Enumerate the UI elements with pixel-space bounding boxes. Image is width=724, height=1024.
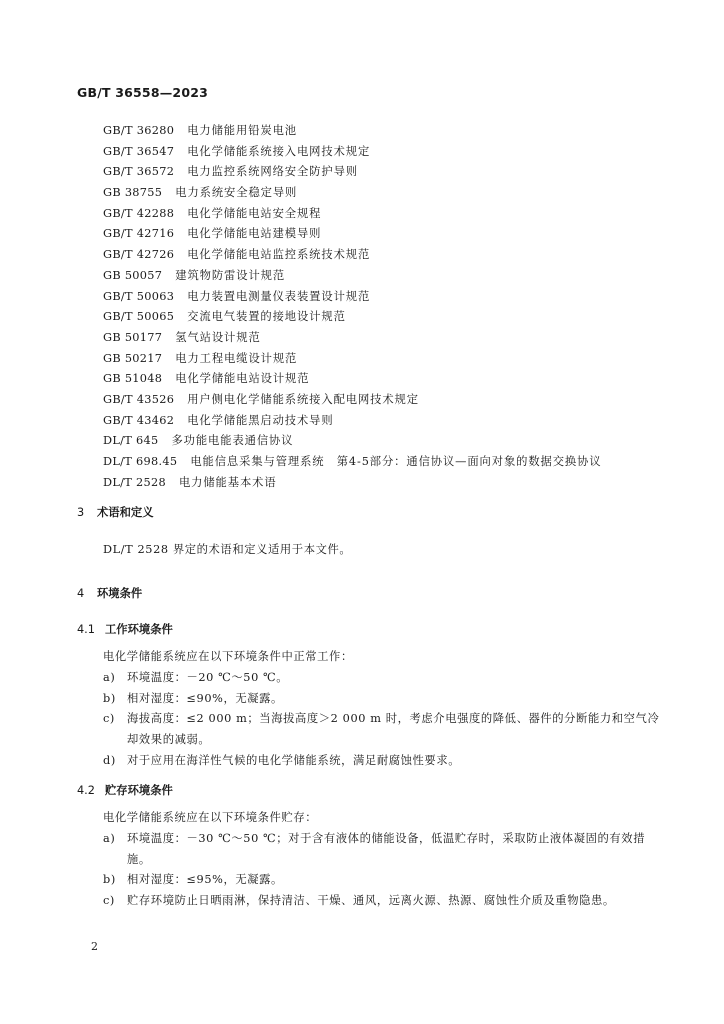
reference-code: GB 50177 xyxy=(103,330,163,344)
section-number: 3 xyxy=(77,506,85,519)
reference-name: 电化学储能系统接入电网技术规定 xyxy=(187,144,371,158)
section-4-heading xyxy=(77,585,142,601)
section-4-1-list xyxy=(103,668,663,772)
reference-name: 电力监控系统网络安全防护导则 xyxy=(187,165,358,179)
reference-item xyxy=(103,204,602,225)
section-4-2-intro: 电化学储能系统应在以下环境条件贮存： xyxy=(103,811,318,824)
section-number: 4.2 xyxy=(77,784,95,797)
section-title: 工作环境条件 xyxy=(105,623,173,636)
list-marker: b) xyxy=(103,873,116,887)
list-marker: c) xyxy=(103,712,115,726)
reference-name: 电能信息采集与管理系统 第4-5部分：通信协议—面向对象的数据交换协议 xyxy=(190,455,602,468)
reference-item xyxy=(103,411,602,432)
list-item xyxy=(103,870,663,891)
list-marker: b) xyxy=(103,691,116,705)
reference-code: GB 50057 xyxy=(103,268,163,282)
section-number: 4 xyxy=(77,587,85,600)
section-4-2-heading xyxy=(77,782,173,798)
reference-code: GB/T 42716 xyxy=(103,227,175,241)
section-4-1-intro: 电化学储能系统应在以下环境条件中正常工作： xyxy=(103,650,353,663)
reference-code: GB 50217 xyxy=(103,351,163,365)
list-item xyxy=(103,668,663,689)
reference-item xyxy=(103,245,602,266)
list-item-text: 相对湿度：≤95%，无凝露。 xyxy=(127,873,283,887)
reference-name: 电化学储能电站建模导则 xyxy=(187,227,322,241)
list-item xyxy=(103,709,663,750)
reference-name: 多功能电能表通信协议 xyxy=(171,434,294,448)
standard-code-header: GB/T 36558—2023 xyxy=(77,85,209,100)
section-3-heading xyxy=(77,504,154,520)
reference-name: 电力装置电测量仪表装置设计规范 xyxy=(187,289,371,303)
reference-code: GB/T 43462 xyxy=(103,413,175,427)
section-title: 环境条件 xyxy=(97,587,143,600)
section-title: 贮存环境条件 xyxy=(105,784,173,797)
reference-name: 电力系统安全稳定导则 xyxy=(175,186,298,200)
reference-name: 电化学储能电站设计规范 xyxy=(175,372,310,386)
reference-name: 交流电气装置的接地设计规范 xyxy=(187,310,346,324)
reference-code: GB/T 42726 xyxy=(103,248,175,262)
reference-item xyxy=(103,369,602,390)
reference-name: 氢气站设计规范 xyxy=(175,330,261,344)
reference-item xyxy=(103,224,602,245)
list-marker: c) xyxy=(103,894,115,908)
list-item xyxy=(103,689,663,710)
reference-code: GB/T 50063 xyxy=(103,289,175,303)
list-item xyxy=(103,891,663,912)
list-item-text: 相对湿度：≤90%，无凝露。 xyxy=(127,691,283,705)
reference-code: GB 38755 xyxy=(103,186,163,200)
reference-code: DL/T 2528 xyxy=(103,475,166,489)
reference-code: DL/T 698.45 xyxy=(103,455,178,468)
reference-item xyxy=(103,183,602,204)
reference-item xyxy=(103,307,602,328)
list-marker: a) xyxy=(103,832,116,845)
reference-code: GB/T 36547 xyxy=(103,144,175,158)
list-marker: a) xyxy=(103,671,116,684)
normative-references-list xyxy=(103,121,602,493)
reference-item xyxy=(103,452,602,473)
list-item xyxy=(103,751,663,772)
reference-name: 用户侧电化学储能系统接入配电网技术规定 xyxy=(187,392,419,406)
list-item-text: 环境温度：－20 ℃～50 ℃。 xyxy=(127,671,289,684)
list-item-text: 贮存环境防止日晒雨淋，保持清洁、干燥、通风，远离火源、热源、腐蚀性介质及重物隐患。 xyxy=(127,894,615,908)
list-item-text: 海拔高度：≤2 000 m；当海拔高度＞2 000 m 时，考虑介电强度的降低、器件的分断能力和空气冷却效果的减弱。 xyxy=(127,712,660,747)
section-3-paragraph: DL/T 2528 界定的术语和定义适用于本文件。 xyxy=(103,543,352,556)
section-number: 4.1 xyxy=(77,623,95,636)
list-item xyxy=(103,829,663,870)
reference-item xyxy=(103,121,602,142)
list-item-text: 对于应用在海洋性气候的电化学储能系统，满足耐腐蚀性要求。 xyxy=(127,753,461,767)
reference-item xyxy=(103,162,602,183)
reference-name: 建筑物防雷设计规范 xyxy=(175,268,286,282)
reference-code: GB 51048 xyxy=(103,372,163,386)
reference-item xyxy=(103,287,602,308)
reference-name: 电化学储能电站监控系统技术规范 xyxy=(187,248,371,262)
reference-item xyxy=(103,390,602,411)
list-marker: d) xyxy=(103,753,116,767)
reference-name: 电力储能用铅炭电池 xyxy=(187,124,297,137)
reference-code: GB/T 36280 xyxy=(103,124,175,137)
section-4-2-list xyxy=(103,829,663,912)
reference-code: GB/T 42288 xyxy=(103,206,175,220)
reference-code: GB/T 36572 xyxy=(103,165,175,179)
section-title: 术语和定义 xyxy=(97,506,154,519)
reference-item xyxy=(103,431,602,452)
section-4-1-heading xyxy=(77,621,173,637)
list-item-text: 环境温度：－30 ℃～50 ℃；对于含有液体的储能设备，低温贮存时，采取防止液体凝固的有效措施。 xyxy=(127,832,646,866)
reference-name: 电力工程电缆设计规范 xyxy=(175,351,298,365)
reference-code: GB/T 50065 xyxy=(103,310,175,324)
reference-item xyxy=(103,266,602,287)
reference-item xyxy=(103,328,602,349)
reference-item xyxy=(103,142,602,163)
reference-code: DL/T 645 xyxy=(103,434,159,448)
reference-name: 电化学储能电站安全规程 xyxy=(187,206,322,220)
reference-name: 电力储能基本术语 xyxy=(178,475,277,489)
reference-code: GB/T 43526 xyxy=(103,392,175,406)
reference-item xyxy=(103,473,602,494)
reference-name: 电化学储能黑启动技术导则 xyxy=(187,413,334,427)
page-number: 2 xyxy=(91,940,98,953)
reference-item xyxy=(103,349,602,370)
